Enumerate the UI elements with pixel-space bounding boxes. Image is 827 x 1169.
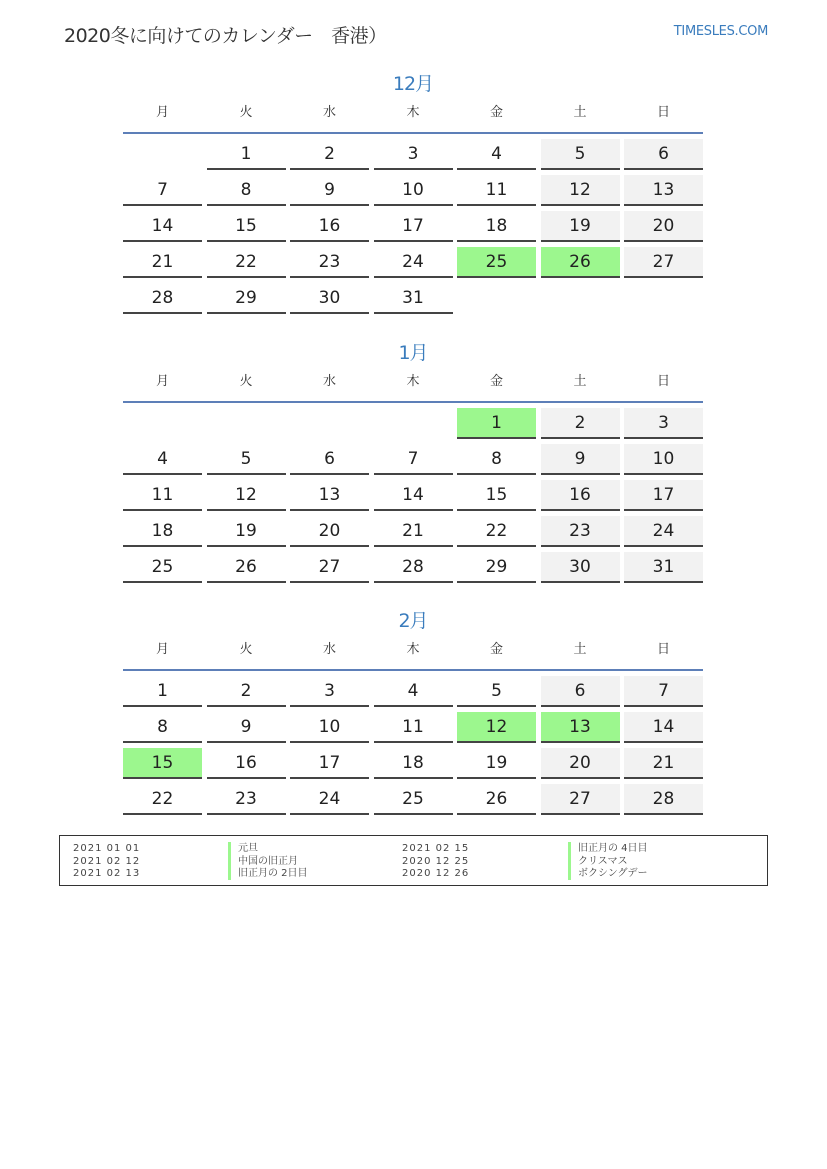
day-cell[interactable]: 13 [290, 480, 369, 511]
weekday-label: 火 [239, 642, 253, 657]
day-cell[interactable]: 30 [541, 552, 620, 583]
weekday-label: 木 [406, 105, 420, 120]
holiday-day-cell[interactable]: 26 [541, 247, 620, 278]
month-december [123, 70, 703, 314]
empty-cell [541, 283, 620, 312]
day-cell[interactable]: 17 [624, 480, 703, 511]
day-cell[interactable]: 21 [624, 748, 703, 779]
day-cell[interactable]: 11 [374, 712, 453, 743]
legend-holiday-name: 元旦 [228, 842, 258, 855]
day-cell[interactable]: 5 [457, 676, 536, 707]
day-cell[interactable]: 24 [374, 247, 453, 278]
weekday-label: 火 [239, 105, 253, 120]
day-cell[interactable]: 29 [207, 283, 286, 314]
day-cell[interactable]: 22 [207, 247, 286, 278]
legend-date: 2020 12 25 [402, 855, 470, 867]
month-title: 12月 [392, 73, 434, 95]
day-cell[interactable]: 9 [207, 712, 286, 743]
legend-date: 2021 01 01 [73, 843, 141, 854]
weekday-label: 金 [489, 642, 503, 657]
day-cell[interactable]: 3 [374, 139, 453, 170]
day-cell[interactable]: 17 [374, 211, 453, 242]
day-cell[interactable]: 16 [290, 211, 369, 242]
weekday-label: 水 [322, 374, 336, 389]
day-cell[interactable]: 26 [207, 552, 286, 583]
empty-cell [207, 408, 286, 437]
calendar-grid [123, 408, 703, 583]
calendar-grid [123, 676, 703, 815]
day-cell[interactable]: 19 [541, 211, 620, 242]
day-cell[interactable]: 26 [457, 784, 536, 815]
empty-cell [624, 283, 703, 312]
day-cell[interactable]: 5 [541, 139, 620, 170]
day-cell[interactable]: 8 [207, 175, 286, 206]
day-cell[interactable]: 8 [123, 712, 202, 743]
weekday-label: 土 [573, 642, 587, 657]
legend-holiday-name: ボクシングデー [568, 867, 648, 880]
weekday-label: 金 [489, 374, 503, 389]
day-cell[interactable]: 17 [290, 748, 369, 779]
weekday-label: 日 [656, 642, 670, 657]
day-cell[interactable]: 3 [290, 676, 369, 707]
day-cell[interactable]: 22 [123, 784, 202, 815]
weekday-label: 金 [489, 105, 503, 120]
day-cell[interactable]: 12 [207, 480, 286, 511]
day-cell[interactable]: 3 [624, 408, 703, 439]
holiday-day-cell[interactable]: 15 [123, 748, 202, 779]
header-divider [123, 401, 703, 403]
legend-holiday-name: 旧正月の 4日目 [568, 842, 648, 855]
weekday-label: 土 [573, 374, 587, 389]
day-cell[interactable]: 11 [123, 480, 202, 511]
empty-cell [290, 408, 369, 437]
weekday-label: 日 [656, 105, 670, 120]
day-cell[interactable]: 18 [457, 211, 536, 242]
day-cell[interactable]: 16 [541, 480, 620, 511]
day-cell[interactable]: 20 [624, 211, 703, 242]
holiday-legend [59, 835, 768, 886]
legend-date: 2021 02 12 [73, 855, 141, 867]
day-cell[interactable]: 31 [374, 283, 453, 314]
site-brand-link[interactable]: TIMESLES.COM [673, 24, 768, 39]
day-cell[interactable]: 10 [624, 444, 703, 475]
legend-date: 2021 02 13 [73, 868, 141, 879]
day-cell[interactable]: 14 [123, 211, 202, 242]
weekday-label: 土 [573, 105, 587, 120]
weekday-label: 木 [406, 642, 420, 657]
day-cell[interactable]: 15 [207, 211, 286, 242]
weekday-header [123, 373, 703, 397]
day-cell[interactable]: 18 [374, 748, 453, 779]
day-cell[interactable]: 10 [290, 712, 369, 743]
empty-cell [123, 408, 202, 437]
day-cell[interactable]: 18 [123, 516, 202, 547]
day-cell[interactable]: 7 [374, 444, 453, 475]
weekday-label: 水 [322, 642, 336, 657]
legend-holiday-name: クリスマス [568, 855, 628, 868]
weekday-label: 月 [155, 642, 169, 657]
day-cell[interactable]: 6 [290, 444, 369, 475]
weekday-header [123, 104, 703, 128]
day-cell[interactable]: 27 [290, 552, 369, 583]
empty-cell [374, 408, 453, 437]
legend-date: 2020 12 26 [402, 868, 470, 879]
holiday-day-cell[interactable]: 1 [457, 408, 536, 439]
legend-date: 2021 02 15 [402, 843, 470, 854]
weekday-header [123, 641, 703, 665]
day-cell[interactable]: 20 [290, 516, 369, 547]
day-cell[interactable]: 6 [541, 676, 620, 707]
day-cell[interactable]: 8 [457, 444, 536, 475]
day-cell[interactable]: 14 [374, 480, 453, 511]
day-cell[interactable]: 2 [290, 139, 369, 170]
holiday-day-cell[interactable]: 13 [541, 712, 620, 743]
month-title: 2月 [398, 610, 428, 632]
weekday-label: 月 [155, 105, 169, 120]
day-cell[interactable]: 12 [541, 175, 620, 206]
day-cell[interactable]: 19 [207, 516, 286, 547]
day-cell[interactable]: 7 [624, 676, 703, 707]
day-cell[interactable]: 23 [541, 516, 620, 547]
header-divider [123, 669, 703, 671]
day-cell[interactable]: 9 [541, 444, 620, 475]
month-january [123, 339, 703, 583]
day-cell[interactable]: 1 [123, 676, 202, 707]
legend-holiday-name: 旧正月の 2日目 [228, 867, 308, 880]
day-cell[interactable]: 29 [457, 552, 536, 583]
day-cell[interactable]: 19 [457, 748, 536, 779]
day-cell[interactable]: 28 [123, 283, 202, 314]
weekday-label: 木 [406, 374, 420, 389]
day-cell[interactable]: 13 [624, 175, 703, 206]
holiday-day-cell[interactable]: 12 [457, 712, 536, 743]
day-cell[interactable]: 4 [457, 139, 536, 170]
legend-holiday-name: 中国の旧正月 [228, 855, 298, 868]
month-title: 1月 [398, 342, 428, 364]
day-cell[interactable]: 2 [541, 408, 620, 439]
header-divider [123, 132, 703, 134]
weekday-label: 月 [155, 374, 169, 389]
day-cell[interactable]: 4 [374, 676, 453, 707]
day-cell[interactable]: 30 [290, 283, 369, 314]
day-cell[interactable]: 28 [374, 552, 453, 583]
day-cell[interactable]: 1 [207, 139, 286, 170]
day-cell[interactable]: 9 [290, 175, 369, 206]
empty-cell [123, 139, 202, 168]
weekday-label: 水 [322, 105, 336, 120]
day-cell[interactable]: 16 [207, 748, 286, 779]
day-cell[interactable]: 2 [207, 676, 286, 707]
day-cell[interactable]: 25 [374, 784, 453, 815]
day-cell[interactable]: 7 [123, 175, 202, 206]
day-cell[interactable]: 14 [624, 712, 703, 743]
day-cell[interactable]: 15 [457, 480, 536, 511]
weekday-label: 火 [239, 374, 253, 389]
day-cell[interactable]: 28 [624, 784, 703, 815]
day-cell[interactable]: 23 [290, 247, 369, 278]
day-cell[interactable]: 21 [123, 247, 202, 278]
month-february [123, 607, 703, 815]
day-cell[interactable]: 23 [207, 784, 286, 815]
day-cell[interactable]: 6 [624, 139, 703, 170]
day-cell[interactable]: 25 [123, 552, 202, 583]
day-cell[interactable]: 22 [457, 516, 536, 547]
day-cell[interactable]: 24 [290, 784, 369, 815]
day-cell[interactable]: 24 [624, 516, 703, 547]
day-cell[interactable]: 21 [374, 516, 453, 547]
calendar-grid [123, 139, 703, 314]
day-cell[interactable]: 10 [374, 175, 453, 206]
day-cell[interactable]: 31 [624, 552, 703, 583]
page-title: 2020冬に向けてのカレンダー 香港） [64, 25, 387, 47]
day-cell[interactable]: 4 [123, 444, 202, 475]
day-cell[interactable]: 11 [457, 175, 536, 206]
day-cell[interactable]: 5 [207, 444, 286, 475]
day-cell[interactable]: 27 [624, 247, 703, 278]
weekday-label: 日 [656, 374, 670, 389]
day-cell[interactable]: 20 [541, 748, 620, 779]
empty-cell [457, 283, 536, 312]
day-cell[interactable]: 27 [541, 784, 620, 815]
holiday-day-cell[interactable]: 25 [457, 247, 536, 278]
